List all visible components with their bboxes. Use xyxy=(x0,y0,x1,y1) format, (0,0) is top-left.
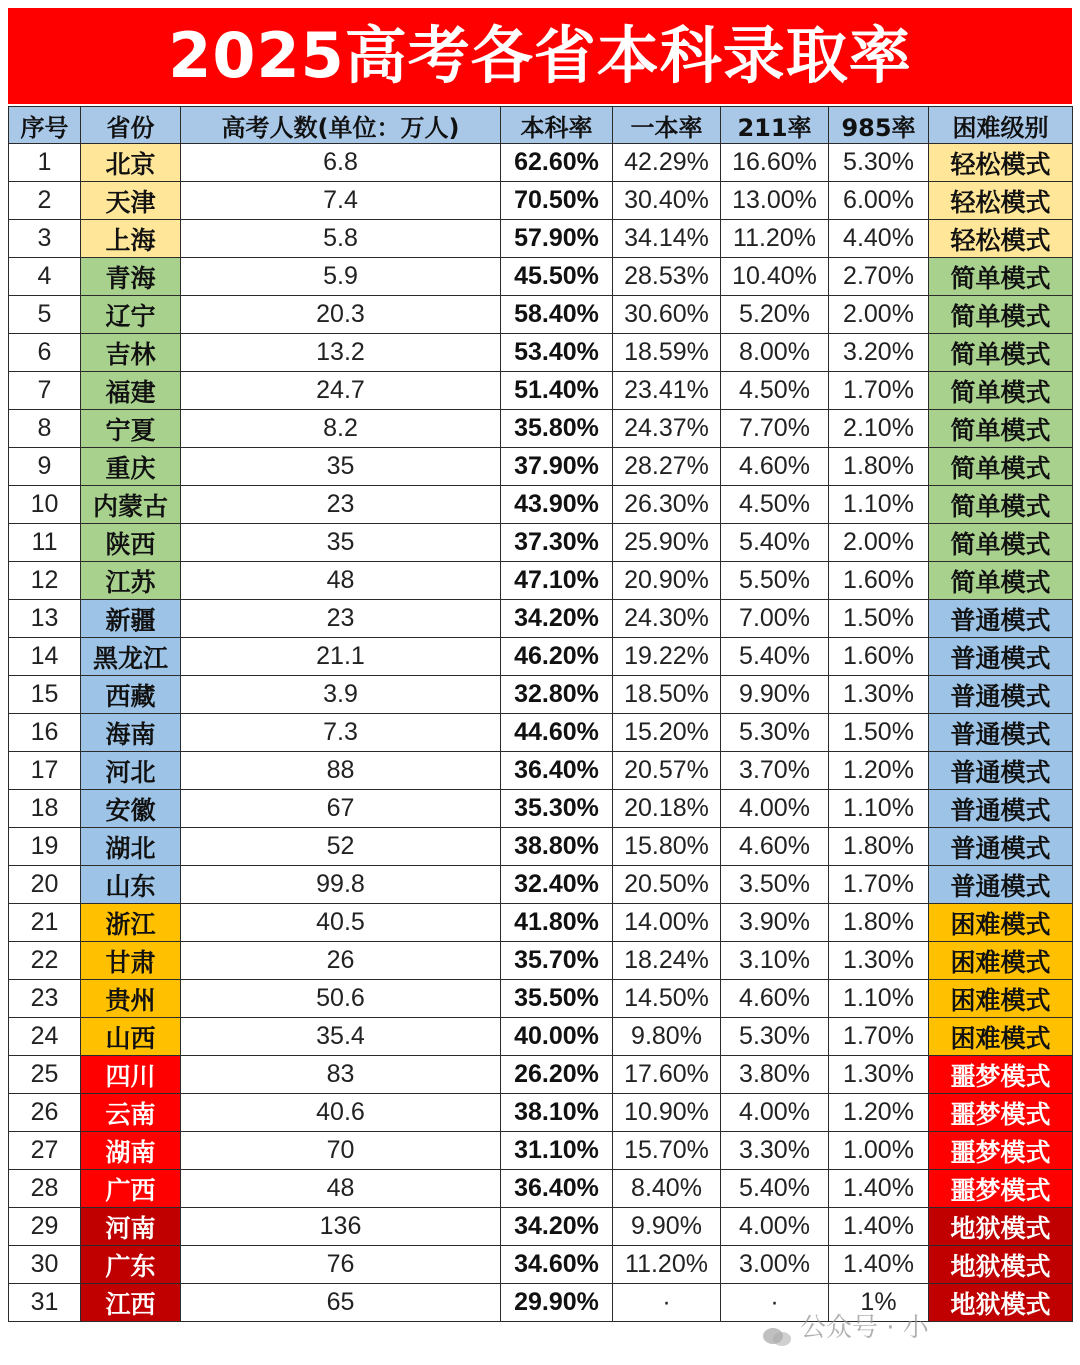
tier1-rate-cell: 25.90% xyxy=(613,524,721,562)
bachelor-rate-cell: 38.10% xyxy=(501,1094,613,1132)
table-row xyxy=(9,790,1073,828)
table-body xyxy=(9,144,1073,1322)
province-cell: 江西 xyxy=(81,1284,181,1322)
exam-count-cell: 13.2 xyxy=(181,334,501,372)
bachelor-rate-cell: 38.80% xyxy=(501,828,613,866)
exam-count-cell: 21.1 xyxy=(181,638,501,676)
bachelor-rate-cell: 32.80% xyxy=(501,676,613,714)
province-cell: 云南 xyxy=(81,1094,181,1132)
rate-985-cell: 4.40% xyxy=(829,220,929,258)
row-number-cell: 11 xyxy=(9,524,81,562)
row-number-cell: 6 xyxy=(9,334,81,372)
province-cell: 天津 xyxy=(81,182,181,220)
tier1-rate-cell: 42.29% xyxy=(613,144,721,182)
tier1-rate-cell: 15.20% xyxy=(613,714,721,752)
exam-count-cell: 50.6 xyxy=(181,980,501,1018)
table-row xyxy=(9,1132,1073,1170)
exam-count-cell: 3.9 xyxy=(181,676,501,714)
difficulty-level-cell: 简单模式 xyxy=(929,562,1073,600)
row-number-cell: 31 xyxy=(9,1284,81,1322)
bachelor-rate-cell: 70.50% xyxy=(501,182,613,220)
rate-985-cell: 1.20% xyxy=(829,752,929,790)
bachelor-rate-cell: 53.40% xyxy=(501,334,613,372)
province-cell: 江苏 xyxy=(81,562,181,600)
province-cell: 广西 xyxy=(81,1170,181,1208)
rate-985-cell: 1.30% xyxy=(829,942,929,980)
bachelor-rate-cell: 36.40% xyxy=(501,752,613,790)
rate-211-cell: 11.20% xyxy=(721,220,829,258)
exam-count-cell: 48 xyxy=(181,1170,501,1208)
difficulty-level-cell: 普通模式 xyxy=(929,600,1073,638)
header-cell: 本科率 xyxy=(501,107,613,144)
row-number-cell: 20 xyxy=(9,866,81,904)
province-cell: 上海 xyxy=(81,220,181,258)
exam-count-cell: 83 xyxy=(181,1056,501,1094)
rate-985-cell: 1.30% xyxy=(829,676,929,714)
exam-count-cell: 48 xyxy=(181,562,501,600)
exam-count-cell: 24.7 xyxy=(181,372,501,410)
table-row xyxy=(9,1094,1073,1132)
difficulty-level-cell: 地狱模式 xyxy=(929,1208,1073,1246)
bachelor-rate-cell: 37.30% xyxy=(501,524,613,562)
row-number-cell: 8 xyxy=(9,410,81,448)
rate-985-cell: 2.00% xyxy=(829,524,929,562)
table-row xyxy=(9,1208,1073,1246)
difficulty-level-cell: 轻松模式 xyxy=(929,220,1073,258)
table-row xyxy=(9,1170,1073,1208)
exam-count-cell: 35.4 xyxy=(181,1018,501,1056)
bachelor-rate-cell: 58.40% xyxy=(501,296,613,334)
tier1-rate-cell: 15.80% xyxy=(613,828,721,866)
row-number-cell: 14 xyxy=(9,638,81,676)
rate-985-cell: 5.30% xyxy=(829,144,929,182)
header-cell: 一本率 xyxy=(613,107,721,144)
row-number-cell: 17 xyxy=(9,752,81,790)
admission-rate-table xyxy=(8,106,1073,1322)
rate-211-cell: 5.30% xyxy=(721,1018,829,1056)
province-cell: 甘肃 xyxy=(81,942,181,980)
table-row xyxy=(9,410,1073,448)
row-number-cell: 21 xyxy=(9,904,81,942)
bachelor-rate-cell: 47.10% xyxy=(501,562,613,600)
page-title: 2025高考各省本科录取率 xyxy=(8,8,1072,104)
bachelor-rate-cell: 57.90% xyxy=(501,220,613,258)
row-number-cell: 30 xyxy=(9,1246,81,1284)
tier1-rate-cell: 18.50% xyxy=(613,676,721,714)
exam-count-cell: 8.2 xyxy=(181,410,501,448)
table-row xyxy=(9,1284,1073,1322)
exam-count-cell: 23 xyxy=(181,600,501,638)
row-number-cell: 5 xyxy=(9,296,81,334)
rate-985-cell: 2.00% xyxy=(829,296,929,334)
rate-211-cell: 4.60% xyxy=(721,448,829,486)
tier1-rate-cell: 23.41% xyxy=(613,372,721,410)
row-number-cell: 15 xyxy=(9,676,81,714)
province-cell: 河南 xyxy=(81,1208,181,1246)
bachelor-rate-cell: 36.40% xyxy=(501,1170,613,1208)
table-row xyxy=(9,638,1073,676)
exam-count-cell: 99.8 xyxy=(181,866,501,904)
bachelor-rate-cell: 35.80% xyxy=(501,410,613,448)
difficulty-level-cell: 简单模式 xyxy=(929,448,1073,486)
header-cell: 211率 xyxy=(721,107,829,144)
province-cell: 福建 xyxy=(81,372,181,410)
rate-985-cell: 1.70% xyxy=(829,372,929,410)
table-row xyxy=(9,486,1073,524)
header-cell: 985率 xyxy=(829,107,929,144)
tier1-rate-cell: 18.59% xyxy=(613,334,721,372)
row-number-cell: 23 xyxy=(9,980,81,1018)
exam-count-cell: 65 xyxy=(181,1284,501,1322)
row-number-cell: 27 xyxy=(9,1132,81,1170)
province-cell: 安徽 xyxy=(81,790,181,828)
difficulty-level-cell: 简单模式 xyxy=(929,296,1073,334)
province-cell: 山西 xyxy=(81,1018,181,1056)
tier1-rate-cell: 11.20% xyxy=(613,1246,721,1284)
province-cell: 浙江 xyxy=(81,904,181,942)
province-cell: 湖南 xyxy=(81,1132,181,1170)
province-cell: 北京 xyxy=(81,144,181,182)
watermark-text: 公众号 · 小 xyxy=(800,1313,929,1343)
tier1-rate-cell: 20.18% xyxy=(613,790,721,828)
tier1-rate-cell: 20.50% xyxy=(613,866,721,904)
difficulty-level-cell: 轻松模式 xyxy=(929,182,1073,220)
table-row xyxy=(9,524,1073,562)
exam-count-cell: 67 xyxy=(181,790,501,828)
header-cell: 序号 xyxy=(9,107,81,144)
province-cell: 湖北 xyxy=(81,828,181,866)
row-number-cell: 26 xyxy=(9,1094,81,1132)
tier1-rate-cell: 24.37% xyxy=(613,410,721,448)
rate-985-cell: 2.70% xyxy=(829,258,929,296)
table-row xyxy=(9,144,1073,182)
rate-211-cell: · xyxy=(721,1284,829,1322)
table-row xyxy=(9,296,1073,334)
tier1-rate-cell: 9.80% xyxy=(613,1018,721,1056)
difficulty-level-cell: 困难模式 xyxy=(929,904,1073,942)
bachelor-rate-cell: 51.40% xyxy=(501,372,613,410)
table-row xyxy=(9,1246,1073,1284)
exam-count-cell: 40.6 xyxy=(181,1094,501,1132)
exam-count-cell: 5.8 xyxy=(181,220,501,258)
bachelor-rate-cell: 45.50% xyxy=(501,258,613,296)
tier1-rate-cell: 14.00% xyxy=(613,904,721,942)
row-number-cell: 9 xyxy=(9,448,81,486)
row-number-cell: 29 xyxy=(9,1208,81,1246)
province-cell: 西藏 xyxy=(81,676,181,714)
exam-count-cell: 7.3 xyxy=(181,714,501,752)
rate-985-cell: 6.00% xyxy=(829,182,929,220)
table-row xyxy=(9,562,1073,600)
header-cell: 困难级别 xyxy=(929,107,1073,144)
difficulty-level-cell: 简单模式 xyxy=(929,410,1073,448)
rate-211-cell: 7.70% xyxy=(721,410,829,448)
bachelor-rate-cell: 35.50% xyxy=(501,980,613,1018)
row-number-cell: 2 xyxy=(9,182,81,220)
exam-count-cell: 88 xyxy=(181,752,501,790)
rate-985-cell: 1.80% xyxy=(829,828,929,866)
exam-count-cell: 35 xyxy=(181,524,501,562)
rate-211-cell: 13.00% xyxy=(721,182,829,220)
row-number-cell: 1 xyxy=(9,144,81,182)
rate-985-cell: 1% xyxy=(829,1284,929,1322)
table-row xyxy=(9,676,1073,714)
rate-985-cell: 2.10% xyxy=(829,410,929,448)
bachelor-rate-cell: 26.20% xyxy=(501,1056,613,1094)
rate-211-cell: 4.00% xyxy=(721,1094,829,1132)
province-cell: 山东 xyxy=(81,866,181,904)
tier1-rate-cell: 14.50% xyxy=(613,980,721,1018)
rate-985-cell: 1.70% xyxy=(829,866,929,904)
table-row xyxy=(9,334,1073,372)
table-row xyxy=(9,1018,1073,1056)
table-row xyxy=(9,600,1073,638)
difficulty-level-cell: 简单模式 xyxy=(929,258,1073,296)
tier1-rate-cell: 19.22% xyxy=(613,638,721,676)
bachelor-rate-cell: 31.10% xyxy=(501,1132,613,1170)
row-number-cell: 28 xyxy=(9,1170,81,1208)
difficulty-level-cell: 简单模式 xyxy=(929,372,1073,410)
row-number-cell: 22 xyxy=(9,942,81,980)
row-number-cell: 10 xyxy=(9,486,81,524)
bachelor-rate-cell: 29.90% xyxy=(501,1284,613,1322)
difficulty-level-cell: 简单模式 xyxy=(929,486,1073,524)
table-row xyxy=(9,980,1073,1018)
tier1-rate-cell: 34.14% xyxy=(613,220,721,258)
difficulty-level-cell: 困难模式 xyxy=(929,1018,1073,1056)
table-row xyxy=(9,182,1073,220)
province-cell: 青海 xyxy=(81,258,181,296)
tier1-rate-cell: 28.27% xyxy=(613,448,721,486)
row-number-cell: 4 xyxy=(9,258,81,296)
rate-985-cell: 1.50% xyxy=(829,714,929,752)
rate-985-cell: 1.50% xyxy=(829,600,929,638)
rate-211-cell: 16.60% xyxy=(721,144,829,182)
rate-985-cell: 1.40% xyxy=(829,1246,929,1284)
rate-211-cell: 4.60% xyxy=(721,828,829,866)
tier1-rate-cell: 9.90% xyxy=(613,1208,721,1246)
province-cell: 贵州 xyxy=(81,980,181,1018)
row-number-cell: 18 xyxy=(9,790,81,828)
rate-211-cell: 8.00% xyxy=(721,334,829,372)
rate-211-cell: 5.20% xyxy=(721,296,829,334)
row-number-cell: 16 xyxy=(9,714,81,752)
rate-985-cell: 1.80% xyxy=(829,904,929,942)
rate-985-cell: 1.40% xyxy=(829,1208,929,1246)
province-cell: 辽宁 xyxy=(81,296,181,334)
exam-count-cell: 76 xyxy=(181,1246,501,1284)
rate-211-cell: 3.50% xyxy=(721,866,829,904)
difficulty-level-cell: 噩梦模式 xyxy=(929,1132,1073,1170)
bachelor-rate-cell: 35.70% xyxy=(501,942,613,980)
bachelor-rate-cell: 35.30% xyxy=(501,790,613,828)
rate-211-cell: 4.50% xyxy=(721,486,829,524)
difficulty-level-cell: 普通模式 xyxy=(929,828,1073,866)
difficulty-level-cell: 普通模式 xyxy=(929,752,1073,790)
rate-211-cell: 10.40% xyxy=(721,258,829,296)
row-number-cell: 12 xyxy=(9,562,81,600)
province-cell: 内蒙古 xyxy=(81,486,181,524)
province-cell: 重庆 xyxy=(81,448,181,486)
difficulty-level-cell: 简单模式 xyxy=(929,334,1073,372)
difficulty-level-cell: 噩梦模式 xyxy=(929,1170,1073,1208)
province-cell: 新疆 xyxy=(81,600,181,638)
rate-211-cell: 4.00% xyxy=(721,790,829,828)
exam-count-cell: 20.3 xyxy=(181,296,501,334)
header-cell: 省份 xyxy=(81,107,181,144)
bachelor-rate-cell: 43.90% xyxy=(501,486,613,524)
rate-211-cell: 5.40% xyxy=(721,638,829,676)
row-number-cell: 13 xyxy=(9,600,81,638)
tier1-rate-cell: · xyxy=(613,1284,721,1322)
tier1-rate-cell: 10.90% xyxy=(613,1094,721,1132)
difficulty-level-cell: 地狱模式 xyxy=(929,1284,1073,1322)
exam-count-cell: 6.8 xyxy=(181,144,501,182)
rate-985-cell: 1.10% xyxy=(829,486,929,524)
rate-211-cell: 3.80% xyxy=(721,1056,829,1094)
difficulty-level-cell: 简单模式 xyxy=(929,524,1073,562)
difficulty-level-cell: 噩梦模式 xyxy=(929,1056,1073,1094)
table-row xyxy=(9,866,1073,904)
rate-211-cell: 5.50% xyxy=(721,562,829,600)
rate-985-cell: 3.20% xyxy=(829,334,929,372)
province-cell: 河北 xyxy=(81,752,181,790)
difficulty-level-cell: 普通模式 xyxy=(929,714,1073,752)
row-number-cell: 25 xyxy=(9,1056,81,1094)
table-row xyxy=(9,448,1073,486)
difficulty-level-cell: 噩梦模式 xyxy=(929,1094,1073,1132)
rate-985-cell: 1.10% xyxy=(829,980,929,1018)
row-number-cell: 3 xyxy=(9,220,81,258)
rate-211-cell: 5.40% xyxy=(721,524,829,562)
exam-count-cell: 40.5 xyxy=(181,904,501,942)
bachelor-rate-cell: 44.60% xyxy=(501,714,613,752)
rate-211-cell: 3.00% xyxy=(721,1246,829,1284)
rate-211-cell: 7.00% xyxy=(721,600,829,638)
rate-211-cell: 3.70% xyxy=(721,752,829,790)
difficulty-level-cell: 困难模式 xyxy=(929,942,1073,980)
table-row xyxy=(9,258,1073,296)
tier1-rate-cell: 20.57% xyxy=(613,752,721,790)
header-cell: 高考人数(单位：万人) xyxy=(181,107,501,144)
rate-985-cell: 1.70% xyxy=(829,1018,929,1056)
tier1-rate-cell: 17.60% xyxy=(613,1056,721,1094)
difficulty-level-cell: 困难模式 xyxy=(929,980,1073,1018)
bachelor-rate-cell: 34.20% xyxy=(501,1208,613,1246)
bachelor-rate-cell: 32.40% xyxy=(501,866,613,904)
table-row xyxy=(9,220,1073,258)
rate-985-cell: 1.60% xyxy=(829,562,929,600)
rate-211-cell: 3.10% xyxy=(721,942,829,980)
tier1-rate-cell: 18.24% xyxy=(613,942,721,980)
table-row xyxy=(9,1056,1073,1094)
difficulty-level-cell: 地狱模式 xyxy=(929,1246,1073,1284)
bachelor-rate-cell: 34.60% xyxy=(501,1246,613,1284)
difficulty-level-cell: 普通模式 xyxy=(929,866,1073,904)
exam-count-cell: 35 xyxy=(181,448,501,486)
bachelor-rate-cell: 37.90% xyxy=(501,448,613,486)
table-row xyxy=(9,942,1073,980)
rate-985-cell: 1.40% xyxy=(829,1170,929,1208)
bachelor-rate-cell: 46.20% xyxy=(501,638,613,676)
exam-count-cell: 136 xyxy=(181,1208,501,1246)
tier1-rate-cell: 24.30% xyxy=(613,600,721,638)
table-row xyxy=(9,904,1073,942)
province-cell: 广东 xyxy=(81,1246,181,1284)
rate-211-cell: 4.60% xyxy=(721,980,829,1018)
tier1-rate-cell: 8.40% xyxy=(613,1170,721,1208)
rate-985-cell: 1.60% xyxy=(829,638,929,676)
difficulty-level-cell: 普通模式 xyxy=(929,790,1073,828)
row-number-cell: 24 xyxy=(9,1018,81,1056)
exam-count-cell: 23 xyxy=(181,486,501,524)
rate-211-cell: 5.30% xyxy=(721,714,829,752)
table-row xyxy=(9,752,1073,790)
rate-211-cell: 4.50% xyxy=(721,372,829,410)
row-number-cell: 19 xyxy=(9,828,81,866)
rate-211-cell: 5.40% xyxy=(721,1170,829,1208)
tier1-rate-cell: 30.40% xyxy=(613,182,721,220)
province-cell: 宁夏 xyxy=(81,410,181,448)
rate-211-cell: 3.90% xyxy=(721,904,829,942)
province-cell: 陕西 xyxy=(81,524,181,562)
rate-985-cell: 1.80% xyxy=(829,448,929,486)
row-number-cell: 7 xyxy=(9,372,81,410)
bachelor-rate-cell: 34.20% xyxy=(501,600,613,638)
tier1-rate-cell: 28.53% xyxy=(613,258,721,296)
tier1-rate-cell: 30.60% xyxy=(613,296,721,334)
rate-985-cell: 1.30% xyxy=(829,1056,929,1094)
province-cell: 四川 xyxy=(81,1056,181,1094)
exam-count-cell: 5.9 xyxy=(181,258,501,296)
tier1-rate-cell: 26.30% xyxy=(613,486,721,524)
province-cell: 海南 xyxy=(81,714,181,752)
rate-985-cell: 1.20% xyxy=(829,1094,929,1132)
exam-count-cell: 70 xyxy=(181,1132,501,1170)
rate-211-cell: 9.90% xyxy=(721,676,829,714)
bachelor-rate-cell: 62.60% xyxy=(501,144,613,182)
difficulty-level-cell: 轻松模式 xyxy=(929,144,1073,182)
rate-211-cell: 3.30% xyxy=(721,1132,829,1170)
bachelor-rate-cell: 41.80% xyxy=(501,904,613,942)
exam-count-cell: 26 xyxy=(181,942,501,980)
tier1-rate-cell: 20.90% xyxy=(613,562,721,600)
exam-count-cell: 52 xyxy=(181,828,501,866)
tier1-rate-cell: 15.70% xyxy=(613,1132,721,1170)
table-row xyxy=(9,372,1073,410)
rate-211-cell: 4.00% xyxy=(721,1208,829,1246)
rate-985-cell: 1.00% xyxy=(829,1132,929,1170)
bachelor-rate-cell: 40.00% xyxy=(501,1018,613,1056)
province-cell: 吉林 xyxy=(81,334,181,372)
exam-count-cell: 7.4 xyxy=(181,182,501,220)
difficulty-level-cell: 普通模式 xyxy=(929,676,1073,714)
table-row xyxy=(9,714,1073,752)
rate-985-cell: 1.10% xyxy=(829,790,929,828)
table-row xyxy=(9,828,1073,866)
header-row xyxy=(9,107,1073,144)
province-cell: 黑龙江 xyxy=(81,638,181,676)
difficulty-level-cell: 普通模式 xyxy=(929,638,1073,676)
